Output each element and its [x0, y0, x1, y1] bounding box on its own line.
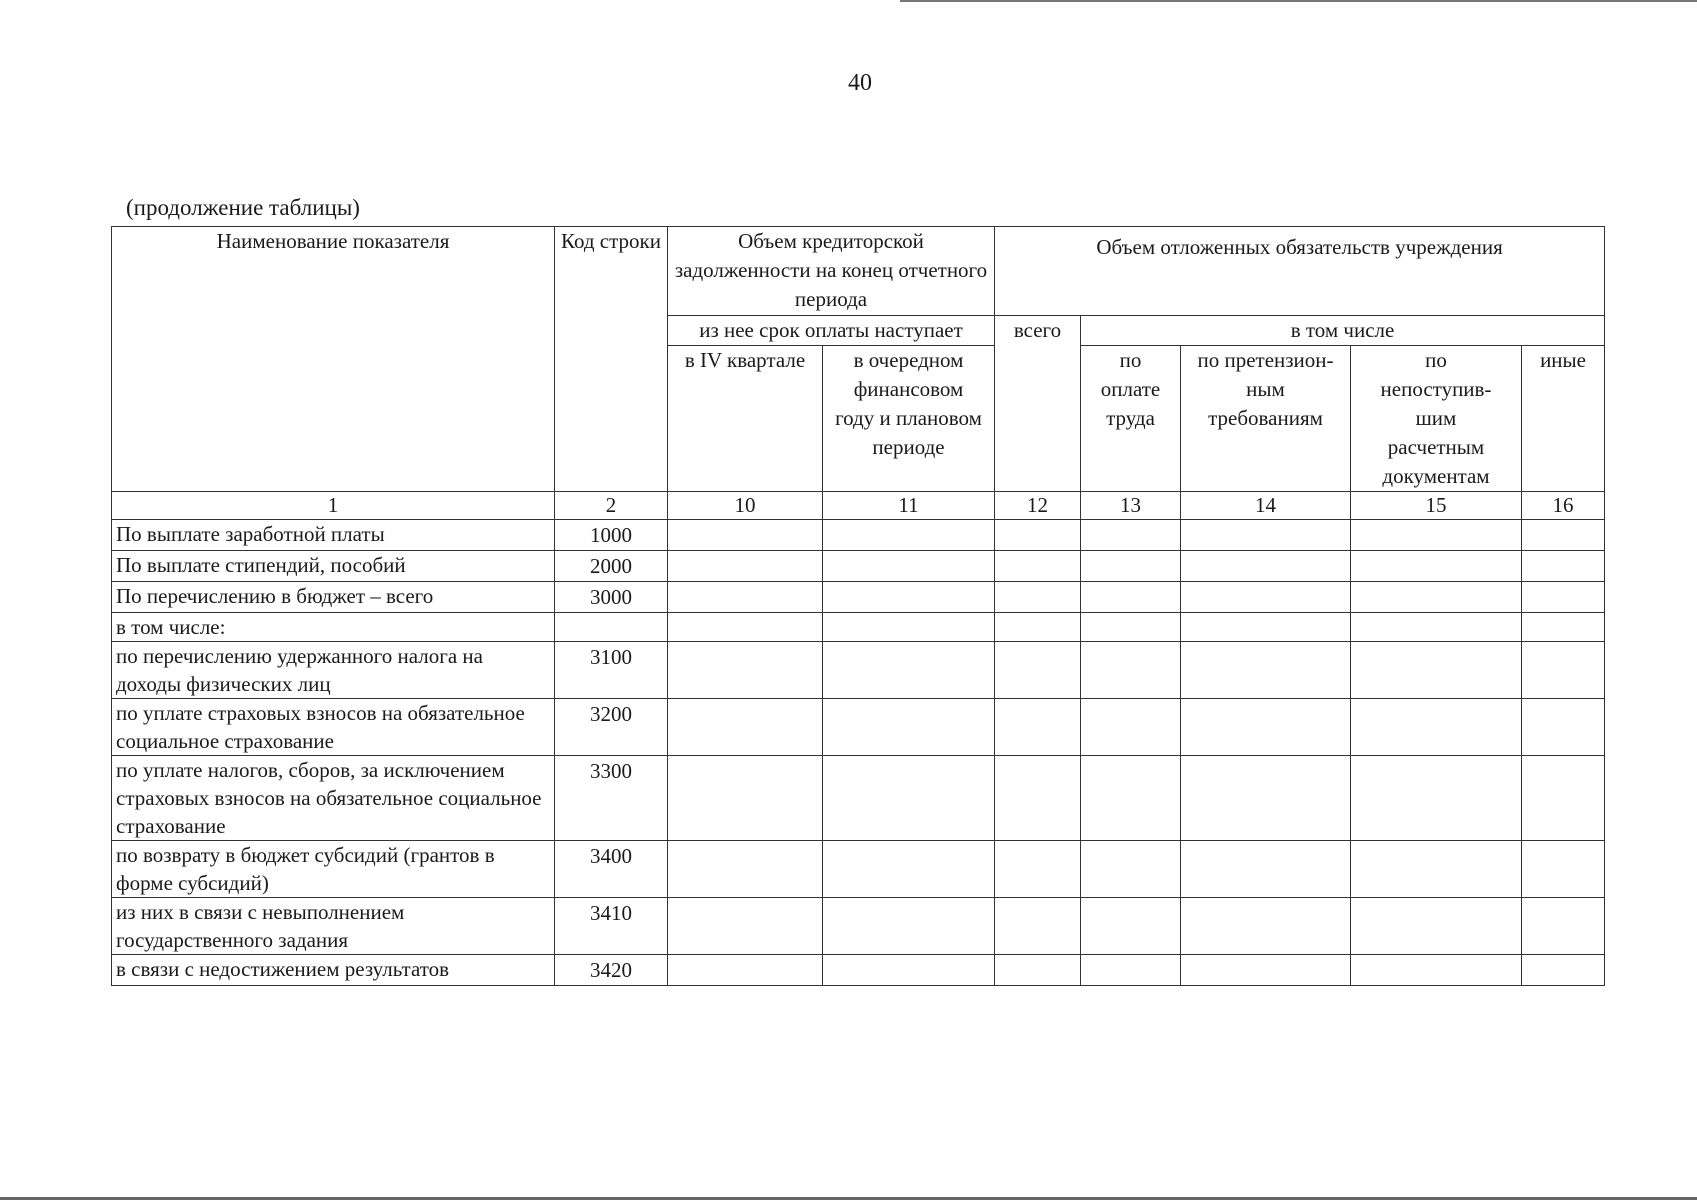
value-cell: [823, 520, 995, 551]
header-total: всего: [995, 316, 1081, 492]
table-row: [112, 699, 1605, 756]
header-code: Код строки: [555, 227, 668, 492]
value-cell: [668, 551, 823, 582]
value-cell: [1522, 699, 1605, 756]
value-cell: [1181, 898, 1351, 955]
value-cell: [1081, 841, 1181, 898]
value-cell: [823, 841, 995, 898]
row-name: По выплате стипендий, пособий: [112, 551, 555, 582]
value-cell: [668, 898, 823, 955]
value-cell: [1522, 642, 1605, 699]
value-cell: [1351, 898, 1522, 955]
value-cell: [668, 613, 823, 642]
value-cell: [1351, 613, 1522, 642]
header-due-group: из нее срок оплаты наступает: [668, 316, 995, 346]
column-number: 2: [555, 492, 668, 520]
value-cell: [1351, 520, 1522, 551]
header-other: иные: [1522, 346, 1605, 492]
column-number: 15: [1351, 492, 1522, 520]
value-cell: [1081, 756, 1181, 841]
value-cell: [1081, 520, 1181, 551]
value-cell: [1522, 841, 1605, 898]
value-cell: [995, 699, 1081, 756]
value-cell: [1081, 699, 1181, 756]
table-row: [112, 841, 1605, 898]
row-name: из них в связи с невыполнением государственного задания: [112, 898, 555, 955]
row-code: 3410: [555, 898, 668, 955]
value-cell: [1522, 955, 1605, 986]
header-including: в том числе: [1081, 316, 1605, 346]
value-cell: [1351, 699, 1522, 756]
row-name: по уплате налогов, сборов, за исключением страховых взносов на обязательное социальное страхование: [112, 756, 555, 841]
value-cell: [1522, 551, 1605, 582]
column-number: 16: [1522, 492, 1605, 520]
value-cell: [995, 841, 1081, 898]
value-cell: [995, 898, 1081, 955]
value-cell: [995, 955, 1081, 986]
table-row: [112, 551, 1605, 582]
header-wages: по оплате труда: [1081, 346, 1181, 492]
table-row: [112, 520, 1605, 551]
row-name: По перечислению в бюджет – всего: [112, 582, 555, 613]
value-cell: [1081, 642, 1181, 699]
header-row-1: [112, 227, 1605, 316]
column-number: 12: [995, 492, 1081, 520]
row-name: по перечислению удержанного налога на доходы физических лиц: [112, 642, 555, 699]
column-number: 10: [668, 492, 823, 520]
scan-edge-top: [900, 0, 1697, 2]
header-creditor-group: Объем кредиторской задолженности на конец отчетного периода: [668, 227, 995, 316]
value-cell: [1081, 582, 1181, 613]
header-q4: в IV квартале: [668, 346, 823, 492]
row-code: 3420: [555, 955, 668, 986]
row-code: 3200: [555, 699, 668, 756]
value-cell: [1351, 582, 1522, 613]
value-cell: [1351, 841, 1522, 898]
column-number: 11: [823, 492, 995, 520]
value-cell: [668, 699, 823, 756]
row-name: по возврату в бюджет субсидий (грантов в форме субсидий): [112, 841, 555, 898]
value-cell: [1081, 955, 1181, 986]
value-cell: [1351, 756, 1522, 841]
header-deferred-group: Объем отложенных обязательств учреждения: [995, 227, 1605, 316]
row-name: по уплате страховых взносов на обязательное социальное страхование: [112, 699, 555, 756]
value-cell: [823, 898, 995, 955]
value-cell: [995, 613, 1081, 642]
value-cell: [1351, 551, 1522, 582]
value-cell: [823, 756, 995, 841]
header-unreceived: по непоступив-шим расчетным документам: [1351, 346, 1522, 492]
table-row: [112, 955, 1605, 986]
value-cell: [668, 841, 823, 898]
value-cell: [1181, 699, 1351, 756]
value-cell: [1181, 520, 1351, 551]
column-number: 1: [112, 492, 555, 520]
value-cell: [823, 699, 995, 756]
value-cell: [823, 955, 995, 986]
value-cell: [1181, 955, 1351, 986]
value-cell: [1181, 582, 1351, 613]
value-cell: [823, 642, 995, 699]
table-row: [112, 756, 1605, 841]
value-cell: [1351, 642, 1522, 699]
table-row: [112, 642, 1605, 699]
value-cell: [1522, 756, 1605, 841]
row-code: 3400: [555, 841, 668, 898]
value-cell: [1081, 551, 1181, 582]
value-cell: [1522, 582, 1605, 613]
value-cell: [668, 955, 823, 986]
value-cell: [1522, 898, 1605, 955]
value-cell: [823, 613, 995, 642]
value-cell: [668, 756, 823, 841]
page-number: 40: [848, 70, 872, 96]
value-cell: [1181, 551, 1351, 582]
row-code: 3100: [555, 642, 668, 699]
row-code: 1000: [555, 520, 668, 551]
value-cell: [1522, 520, 1605, 551]
row-code: 3000: [555, 582, 668, 613]
row-code: [555, 613, 668, 642]
value-cell: [995, 756, 1081, 841]
value-cell: [668, 520, 823, 551]
table-row: [112, 582, 1605, 613]
row-name: в связи с недостижением результатов: [112, 955, 555, 986]
column-number-row: [112, 492, 1605, 520]
column-number: 14: [1181, 492, 1351, 520]
continuation-label: (продолжение таблицы): [126, 195, 360, 220]
row-name: в том числе:: [112, 613, 555, 642]
value-cell: [995, 520, 1081, 551]
table-row: [112, 898, 1605, 955]
row-code: 2000: [555, 551, 668, 582]
row-code: 3300: [555, 756, 668, 841]
value-cell: [1522, 613, 1605, 642]
value-cell: [1351, 955, 1522, 986]
table-row: [112, 613, 1605, 642]
value-cell: [995, 551, 1081, 582]
value-cell: [1181, 613, 1351, 642]
value-cell: [668, 642, 823, 699]
header-name: Наименование показателя: [112, 227, 555, 492]
value-cell: [1081, 613, 1181, 642]
report-table: [111, 226, 1605, 986]
value-cell: [823, 551, 995, 582]
value-cell: [1181, 756, 1351, 841]
row-name: По выплате заработной платы: [112, 520, 555, 551]
value-cell: [1081, 898, 1181, 955]
value-cell: [1181, 642, 1351, 699]
value-cell: [668, 582, 823, 613]
header-next-period: в очередном финансовом году и плановом периоде: [823, 346, 995, 492]
column-number: 13: [1081, 492, 1181, 520]
value-cell: [823, 582, 995, 613]
header-claims: по претензион-ным требованиям: [1181, 346, 1351, 492]
value-cell: [995, 582, 1081, 613]
value-cell: [995, 642, 1081, 699]
value-cell: [1181, 841, 1351, 898]
